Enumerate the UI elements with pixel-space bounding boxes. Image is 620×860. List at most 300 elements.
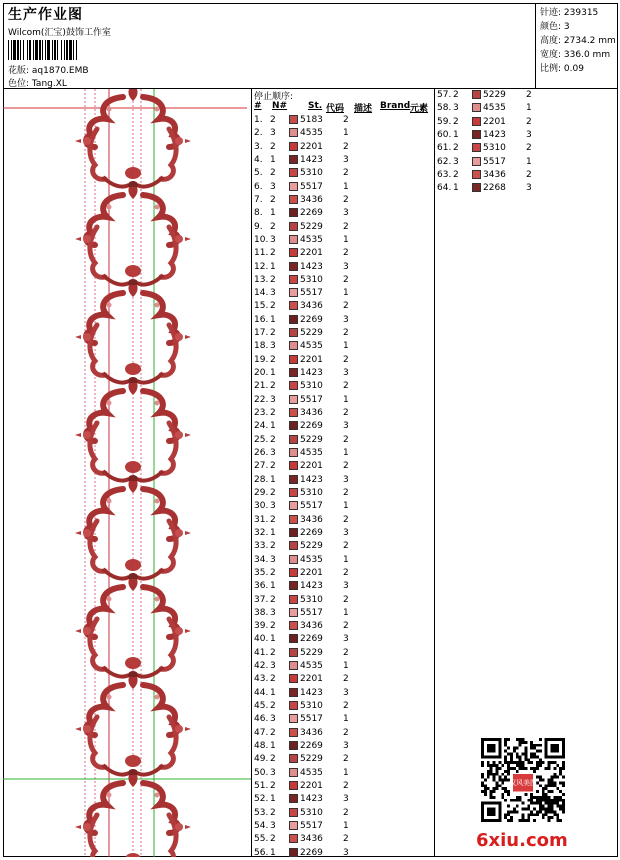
stop-index: 39. (254, 621, 269, 632)
width-row (540, 47, 610, 60)
color-swatch (289, 515, 298, 524)
stop-index: 38. (254, 607, 269, 618)
color-swatch (289, 115, 298, 124)
stop-index: 63. (437, 169, 452, 180)
color-swatch (289, 142, 298, 151)
color-swatch (289, 501, 298, 510)
stop-index: 22. (254, 394, 269, 405)
stop-row (252, 274, 435, 287)
stop-index: 48. (254, 741, 269, 752)
stop-index: 13. (254, 274, 269, 285)
stop-stitch: 2 (343, 621, 349, 632)
colors-value: 3 (563, 22, 570, 32)
stop-index: 11. (254, 248, 269, 259)
stop-index: 52. (254, 794, 269, 805)
stop-needle: 1 (270, 634, 276, 645)
stop-needle: 1 (270, 314, 276, 325)
color-swatch (289, 155, 298, 164)
stop-stitch: 1 (343, 714, 349, 725)
stop-index: 5. (254, 168, 263, 179)
color-swatch (289, 381, 298, 390)
stop-needle: 3 (270, 820, 276, 831)
stop-code: 3436 (300, 621, 323, 632)
stop-row (252, 154, 435, 167)
color-swatch (472, 90, 481, 99)
color-swatch (472, 103, 481, 112)
stop-index: 62. (437, 156, 452, 167)
stop-stitch: 1 (343, 607, 349, 618)
stop-code: 5310 (300, 701, 323, 712)
color-swatch (289, 848, 298, 857)
stop-stitch: 1 (343, 341, 349, 352)
stop-code: 1423 (300, 794, 323, 805)
stop-code: 5310 (300, 274, 323, 285)
color-swatch (289, 621, 298, 630)
design-file-label: 花版: (8, 66, 30, 76)
stop-row (252, 394, 435, 407)
stop-needle: 2 (270, 461, 276, 472)
color-swatch (289, 395, 298, 404)
color-swatch (289, 568, 298, 577)
stop-code: 5229 (300, 328, 323, 339)
col-num: # (254, 101, 262, 111)
color-swatch (289, 648, 298, 657)
color-swatch (289, 208, 298, 217)
page-title: 生产作业图 (8, 7, 83, 23)
stop-needle: 3 (270, 501, 276, 512)
stop-row (252, 594, 435, 607)
color-swatch (472, 170, 481, 179)
color-swatch (289, 688, 298, 697)
stop-needle: 2 (270, 514, 276, 525)
stop-row (252, 554, 435, 567)
stop-needle: 2 (270, 194, 276, 205)
stop-needle: 2 (270, 434, 276, 445)
stop-stitch: 3 (343, 847, 349, 858)
stop-needle: 2 (270, 674, 276, 685)
stop-code: 2269 (300, 741, 323, 752)
stop-needle: 2 (270, 727, 276, 738)
stats-panel (535, 3, 618, 89)
height-value: 2734.2 mm (563, 36, 616, 46)
stop-code: 1423 (300, 368, 323, 379)
stop-code: 2201 (483, 116, 506, 127)
stop-index: 32. (254, 527, 269, 538)
stop-stitch: 1 (343, 128, 349, 139)
stop-row (252, 793, 435, 806)
stop-index: 43. (254, 674, 269, 685)
stop-row (252, 234, 435, 247)
stop-stitch: 3 (343, 208, 349, 219)
scale-value: 0.09 (563, 64, 584, 74)
stitches-label: 针迹: (540, 8, 562, 18)
stop-needle: 2 (270, 301, 276, 312)
stop-stitch: 1 (343, 181, 349, 192)
stop-stitch: 2 (343, 301, 349, 312)
stop-stitch: 3 (526, 129, 532, 140)
color-swatch (289, 301, 298, 310)
height-label: 高度: (540, 36, 562, 46)
stop-stitch: 1 (343, 448, 349, 458)
stop-stitch: 1 (343, 234, 349, 245)
stop-row (252, 487, 435, 500)
color-swatch (289, 674, 298, 683)
stop-stitch: 1 (343, 661, 349, 672)
color-swatch (289, 222, 298, 231)
stop-code: 2201 (300, 248, 323, 259)
color-swatch (289, 168, 298, 177)
color-swatch (289, 714, 298, 723)
stop-row (435, 182, 618, 195)
design-file-value: aq1870.EMB (31, 66, 89, 76)
stop-stitch: 3 (343, 634, 349, 645)
stop-needle: 2 (270, 115, 276, 125)
stop-row (252, 314, 435, 327)
stop-stitch: 3 (343, 687, 349, 698)
height-row (540, 33, 616, 46)
colors-row (540, 19, 570, 32)
stop-index: 24. (254, 421, 269, 432)
stop-row (435, 156, 618, 169)
stop-needle: 3 (270, 714, 276, 725)
design-preview (3, 89, 252, 857)
stop-stitch: 1 (343, 767, 349, 778)
color-swatch (289, 448, 298, 457)
stop-row (252, 447, 435, 460)
stop-stitch: 1 (343, 554, 349, 565)
stop-index: 1. (254, 115, 263, 125)
color-swatch (289, 528, 298, 537)
stop-row (252, 500, 435, 513)
stop-index: 29. (254, 487, 269, 498)
stop-stitch: 2 (343, 674, 349, 685)
stop-stitch: 2 (526, 143, 532, 154)
stop-stitch: 2 (343, 781, 349, 791)
stop-code: 1423 (300, 474, 323, 485)
stop-stitch: 2 (526, 169, 532, 180)
color-swatch (289, 235, 298, 244)
color-swatch (289, 315, 298, 324)
stop-row (252, 767, 435, 780)
stop-stitch: 2 (343, 834, 349, 845)
stop-stitch: 2 (343, 434, 349, 445)
stop-code: 5229 (300, 541, 323, 552)
stop-index: 14. (254, 288, 269, 299)
stop-row (252, 620, 435, 633)
stop-needle: 3 (270, 341, 276, 352)
stop-index: 60. (437, 129, 452, 140)
stop-needle: 1 (270, 847, 276, 858)
stop-code: 5229 (483, 90, 506, 100)
stop-row (252, 181, 435, 194)
stop-needle: 1 (270, 421, 276, 432)
stop-needle: 2 (453, 143, 459, 154)
stop-row (435, 142, 618, 155)
stop-code: 2269 (300, 847, 323, 858)
stop-index: 54. (254, 820, 269, 831)
stop-stitch: 3 (343, 154, 349, 165)
stop-index: 25. (254, 434, 269, 445)
color-swatch (289, 128, 298, 137)
color-swatch (289, 341, 298, 350)
stop-needle: 2 (270, 408, 276, 419)
color-swatch (289, 541, 298, 550)
stop-stitch: 2 (343, 594, 349, 605)
color-swatch (472, 143, 481, 152)
color-swatch (289, 768, 298, 777)
stop-code: 2269 (300, 421, 323, 432)
col-code: 代码 (326, 104, 345, 114)
stop-stitch: 2 (343, 807, 349, 818)
stop-row (252, 633, 435, 646)
stop-index: 9. (254, 221, 263, 232)
stop-index: 30. (254, 501, 269, 512)
stop-code: 2269 (300, 634, 323, 645)
stop-code: 5517 (300, 607, 323, 618)
stop-row (252, 300, 435, 313)
stop-stitch: 2 (343, 274, 349, 285)
stop-index: 55. (254, 834, 269, 845)
color-swatch (472, 117, 481, 126)
stop-needle: 3 (270, 128, 276, 139)
stop-index: 2. (254, 128, 263, 139)
stop-row (252, 327, 435, 340)
stop-index: 18. (254, 341, 269, 352)
stop-index: 17. (254, 328, 269, 339)
barcode (8, 40, 120, 60)
stop-stitch: 3 (343, 368, 349, 379)
stop-code: 2269 (300, 527, 323, 538)
stop-stitch: 1 (526, 103, 532, 114)
stop-index: 33. (254, 541, 269, 552)
stop-sequence-list-continued (435, 89, 618, 289)
stop-stitch: 2 (343, 541, 349, 552)
color-swatch (289, 781, 298, 790)
stop-stitch: 3 (526, 183, 532, 194)
stop-index: 59. (437, 116, 452, 127)
stop-code: 5517 (483, 156, 506, 167)
col-element: 元素 (410, 104, 429, 114)
stop-index: 35. (254, 567, 269, 578)
col-brand: Brand (380, 101, 411, 111)
stop-code: 1423 (300, 261, 323, 272)
stop-needle: 1 (453, 129, 459, 140)
stop-needle: 2 (270, 248, 276, 259)
stop-code: 5310 (300, 594, 323, 605)
qr-code (481, 738, 565, 822)
stop-needle: 2 (270, 807, 276, 818)
color-swatch (289, 608, 298, 617)
color-swatch (289, 421, 298, 430)
stop-needle: 2 (270, 834, 276, 845)
stop-index: 53. (254, 807, 269, 818)
stop-stitch: 2 (526, 116, 532, 127)
stop-code: 2201 (300, 141, 323, 152)
stop-needle: 2 (270, 781, 276, 791)
color-swatch (289, 475, 298, 484)
stop-code: 5229 (300, 434, 323, 445)
stop-row (252, 660, 435, 673)
color-swatch (289, 275, 298, 284)
stop-index: 47. (254, 727, 269, 738)
color-value: Tang.XL (31, 79, 67, 89)
stop-code: 5229 (300, 221, 323, 232)
stop-code: 5517 (300, 288, 323, 299)
stop-row (252, 607, 435, 620)
stop-code: 2201 (300, 567, 323, 578)
stop-row (252, 474, 435, 487)
col-needle: N# (272, 101, 288, 111)
stop-row (252, 460, 435, 473)
col-stitches: St. (308, 101, 323, 111)
stop-stitch: 2 (343, 381, 349, 392)
color-swatch (289, 634, 298, 643)
studio-name: Wilcom(汇宝)鼓饰工作室 (8, 28, 111, 38)
color-swatch (472, 157, 481, 166)
stop-stitch: 2 (343, 461, 349, 472)
stop-stitch: 2 (343, 487, 349, 498)
stop-stitch: 1 (343, 501, 349, 512)
stop-needle: 3 (270, 448, 276, 458)
stop-code: 5517 (300, 394, 323, 405)
stop-row (252, 167, 435, 180)
stop-needle: 1 (270, 208, 276, 219)
stop-index: 28. (254, 474, 269, 485)
stop-needle: 3 (270, 394, 276, 405)
stop-needle: 1 (453, 183, 459, 194)
stop-sequence-list (252, 89, 435, 857)
color-label: 色位: (8, 79, 30, 89)
color-swatch (289, 368, 298, 377)
stop-index: 61. (437, 143, 452, 154)
stop-code: 5310 (300, 168, 323, 179)
stop-stitch: 2 (343, 248, 349, 259)
stop-code: 5310 (300, 381, 323, 392)
color-swatch (289, 754, 298, 763)
stop-code: 4535 (300, 767, 323, 778)
stop-sequence-title: 停止顺序: (254, 92, 294, 102)
stop-needle: 2 (453, 90, 459, 100)
stop-stitch: 2 (343, 647, 349, 658)
stop-stitch: 2 (343, 754, 349, 765)
stop-index: 12. (254, 261, 269, 272)
color-swatch (289, 555, 298, 564)
color-swatch (289, 195, 298, 204)
stop-code: 2201 (300, 674, 323, 685)
stop-needle: 2 (270, 354, 276, 365)
stop-row (252, 713, 435, 726)
stitches-value: 239315 (563, 8, 599, 18)
stop-index: 44. (254, 687, 269, 698)
stop-stitch: 1 (343, 288, 349, 299)
stop-code: 4535 (300, 448, 323, 458)
stop-index: 40. (254, 634, 269, 645)
stop-needle: 1 (270, 687, 276, 698)
stitches-row (540, 5, 598, 18)
stop-stitch: 2 (343, 567, 349, 578)
stop-code: 4535 (300, 128, 323, 139)
stop-stitch: 2 (343, 408, 349, 419)
stop-row (252, 261, 435, 274)
stop-stitch: 3 (343, 314, 349, 325)
stop-needle: 2 (270, 621, 276, 632)
stop-needle: 3 (270, 288, 276, 299)
stop-index: 10. (254, 234, 269, 245)
stop-row (252, 434, 435, 447)
color-swatch (289, 741, 298, 750)
stop-code: 3436 (300, 834, 323, 845)
stop-index: 21. (254, 381, 269, 392)
stop-code: 4535 (300, 341, 323, 352)
stop-index: 41. (254, 647, 269, 658)
stop-needle: 3 (270, 767, 276, 778)
stop-needle: 2 (270, 381, 276, 392)
stop-code: 5310 (300, 807, 323, 818)
stop-needle: 1 (270, 368, 276, 379)
stop-needle: 2 (270, 141, 276, 152)
color-swatch (289, 262, 298, 271)
stop-index: 3. (254, 141, 263, 152)
stop-index: 34. (254, 554, 269, 565)
stop-code: 1423 (300, 581, 323, 592)
stop-code: 2201 (300, 461, 323, 472)
stop-index: 56. (254, 847, 269, 858)
colors-label: 颜色: (540, 22, 562, 32)
color-swatch (289, 728, 298, 737)
seal-icon: 汉风美图 (509, 779, 537, 788)
stop-row (252, 673, 435, 686)
stop-code: 5517 (300, 714, 323, 725)
stop-needle: 2 (270, 487, 276, 498)
stop-row (252, 727, 435, 740)
stop-index: 42. (254, 661, 269, 672)
stop-index: 6. (254, 181, 263, 192)
color-swatch (289, 595, 298, 604)
stop-needle: 2 (270, 541, 276, 552)
stop-needle: 2 (270, 594, 276, 605)
stop-index: 37. (254, 594, 269, 605)
color-swatch (472, 130, 481, 139)
stop-stitch: 2 (526, 90, 532, 100)
stop-index: 64. (437, 183, 452, 194)
stop-code: 4535 (483, 103, 506, 114)
stop-stitch: 2 (343, 141, 349, 152)
stop-code: 3436 (300, 408, 323, 419)
stop-needle: 2 (270, 168, 276, 179)
stop-needle: 2 (270, 274, 276, 285)
stop-stitch: 3 (343, 261, 349, 272)
stop-index: 57. (437, 90, 452, 100)
stop-stitch: 2 (343, 115, 349, 125)
stop-stitch: 3 (343, 474, 349, 485)
stop-code: 5517 (300, 820, 323, 831)
stop-needle: 1 (270, 154, 276, 165)
stop-needle: 2 (270, 701, 276, 712)
stop-row (252, 207, 435, 220)
stop-index: 16. (254, 314, 269, 325)
stop-needle: 3 (270, 554, 276, 565)
stop-row (252, 221, 435, 234)
stop-code: 1423 (300, 687, 323, 698)
embroidery-preview-image (3, 89, 252, 857)
stop-code: 2268 (483, 183, 506, 194)
stop-stitch: 1 (343, 820, 349, 831)
stop-code: 3436 (300, 194, 323, 205)
design-file-row (8, 63, 89, 76)
stop-index: 45. (254, 701, 269, 712)
stop-code: 3436 (300, 727, 323, 738)
stop-row (435, 89, 618, 102)
